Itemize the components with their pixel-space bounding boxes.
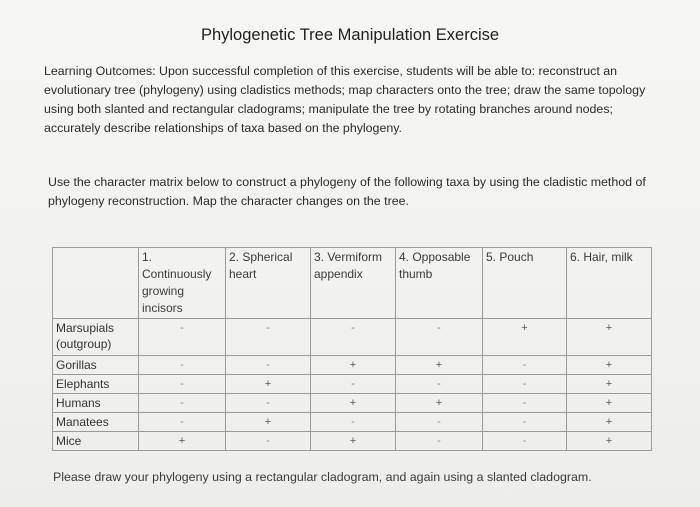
character-cell: - [226, 319, 311, 356]
character-cell: - [226, 394, 311, 413]
character-cell: - [483, 394, 567, 413]
table-row [53, 394, 652, 413]
character-cell: - [483, 432, 567, 451]
character-matrix-table [52, 247, 652, 451]
character-cell: - [311, 375, 396, 394]
character-cell: + [311, 432, 396, 451]
character-cell: + [226, 375, 311, 394]
taxon-cell: Elephants [53, 375, 139, 394]
character-cell: + [139, 432, 226, 451]
character-cell: + [311, 356, 396, 375]
table-row [53, 375, 652, 394]
table-row [53, 432, 652, 451]
character-cell: + [311, 394, 396, 413]
character-cell: + [226, 413, 311, 432]
header-cell: 5. Pouch [483, 248, 567, 319]
header-cell: 1. Continuously growing incisors [139, 248, 226, 319]
character-cell: + [396, 356, 483, 375]
footer-note: Please draw your phylogeny using a rectangular cladogram, and again using a slanted cladogram. [53, 470, 592, 484]
table-row [53, 319, 652, 356]
character-cell: - [139, 375, 226, 394]
character-cell: + [567, 356, 652, 375]
character-cell: - [311, 319, 396, 356]
header-cell: 4. Opposable thumb [396, 248, 483, 319]
character-cell: + [567, 413, 652, 432]
table-row [53, 413, 652, 432]
character-cell: + [483, 319, 567, 356]
character-cell: - [483, 413, 567, 432]
instructions-text: Use the character matrix below to construct a phylogeny of the following taxa by using the cladistic method of phylogeny reconstruction. Map the character changes on the tree. [48, 175, 646, 208]
table-header-row [53, 248, 652, 319]
character-cell: - [139, 394, 226, 413]
character-cell: - [226, 432, 311, 451]
header-cell: 6. Hair, milk [567, 248, 652, 319]
header-cell: 3. Vermiform appendix [311, 248, 396, 319]
character-cell: - [396, 413, 483, 432]
character-cell: - [226, 356, 311, 375]
character-cell: + [396, 394, 483, 413]
learning-outcomes: Learning Outcomes: Upon successful completion of this exercise, students will be able to: reconstruct an evolutionary tree (phylogeny) using cladistics methods; map characters onto the tree; draw the same topology using both slanted and rectangular cladograms; manipulate the tree by rotating branches around nodes; accurately describe relationships of taxa based on the phylogeny. [44, 64, 646, 135]
header-cell [53, 248, 139, 319]
taxon-cell: Marsupials (outgroup) [53, 319, 139, 356]
taxon-cell: Manatees [53, 413, 139, 432]
character-cell: - [396, 375, 483, 394]
character-cell: - [396, 319, 483, 356]
character-cell: - [483, 356, 567, 375]
character-cell: + [567, 319, 652, 356]
taxon-cell: Humans [53, 394, 139, 413]
character-cell: - [483, 375, 567, 394]
character-cell: - [139, 319, 226, 356]
taxon-cell: Gorillas [53, 356, 139, 375]
taxon-cell: Mice [53, 432, 139, 451]
character-cell: + [567, 432, 652, 451]
character-cell: - [139, 413, 226, 432]
character-cell: + [567, 375, 652, 394]
character-cell: - [311, 413, 396, 432]
character-cell: + [567, 394, 652, 413]
character-cell: - [396, 432, 483, 451]
page-title: Phylogenetic Tree Manipulation Exercise [200, 26, 500, 44]
header-cell: 2. Spherical heart [226, 248, 311, 319]
character-cell: - [139, 356, 226, 375]
table-row [53, 356, 652, 375]
